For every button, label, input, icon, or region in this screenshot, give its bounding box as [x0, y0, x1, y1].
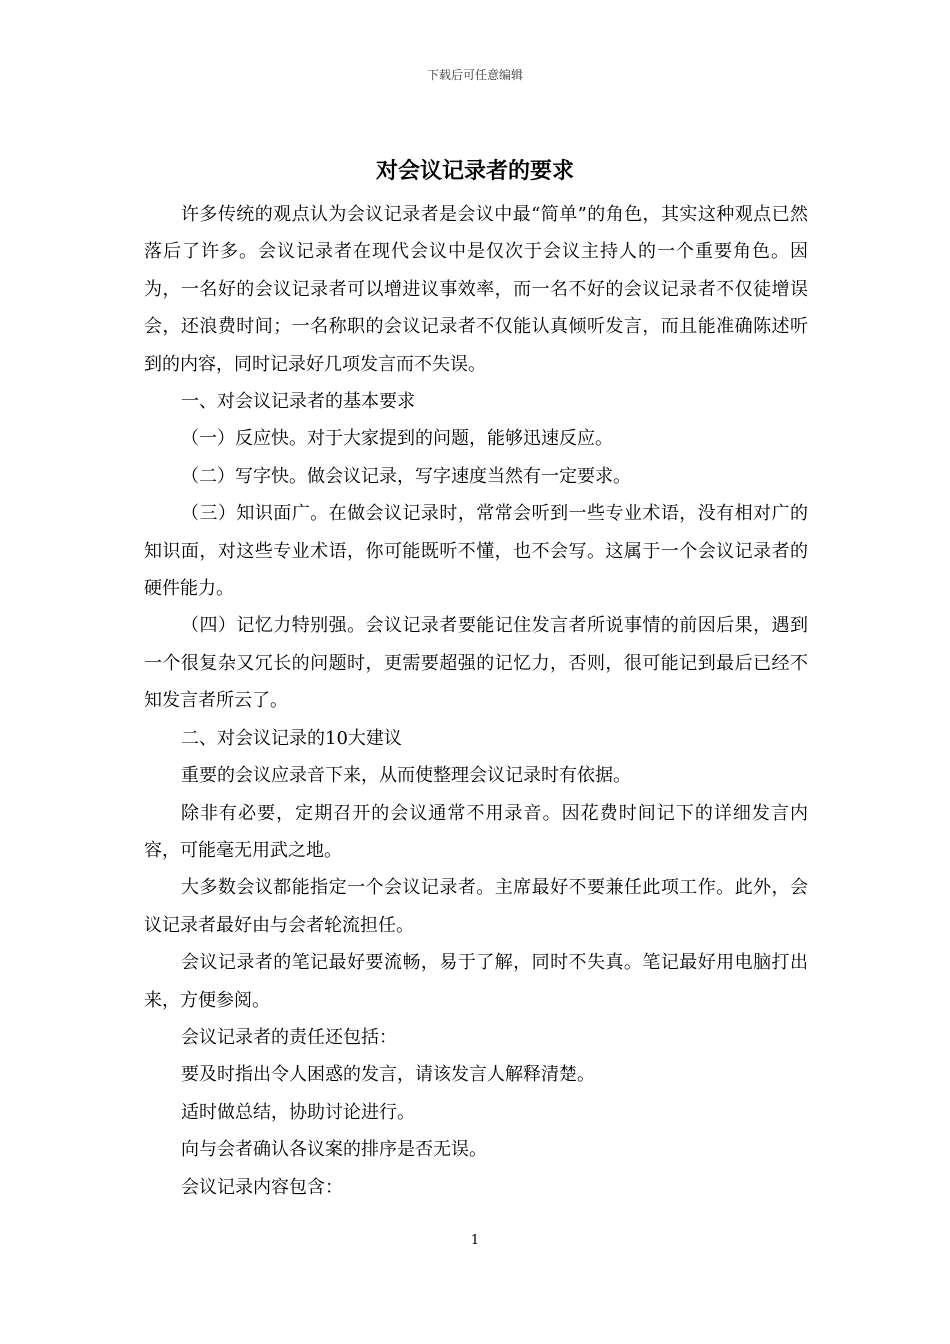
page-header: 下载后可任意编辑: [426, 68, 523, 82]
page-number: 1: [470, 1233, 480, 1248]
requirement-item-4: （四）记忆力特别强。会议记录者要能记住发言者所说事情的前因后果，遇到一个很复杂又冗长的问题时，更需要超强的记忆力，否则，很可能记到最后已经不知发言者所云了。: [144, 615, 808, 712]
suggestion-paragraph: 会议记录者的笔记最好要流畅，易于了解，同时不失真。笔记最好用电脑打出来，方便参阅。: [144, 952, 808, 1011]
requirement-item-2: （二）写字快。做会议记录，写字速度当然有一定要求。: [181, 465, 631, 487]
responsibility-item: 要及时指出令人困惑的发言，请该发言人解释清楚。: [181, 1064, 595, 1086]
responsibility-item: 向与会者确认各议案的排序是否无误。: [181, 1139, 487, 1161]
responsibility-item: 适时做总结，协助讨论进行。: [181, 1101, 415, 1123]
requirement-item-3: （三）知识面广。在做会议记录时，常常会听到一些专业术语，没有相对广的知识面，对这些专业术语，你可能既听不懂，也不会写。这属于一个会议记录者的硬件能力。: [144, 503, 808, 600]
document-body: [144, 196, 808, 1206]
responsibilities-intro: 会议记录者的责任还包括：: [181, 1026, 397, 1048]
intro-paragraph: 许多传统的观点认为会议记录者是会议中最“简单”的角色，其实这种观点已然落后了许多。会议记录者在现代会议中是仅次于会议主持人的一个重要角色。因为，一名好的会议记录者可以增进议事效率，而一名不好的会议记录者不仅徒增误会，还浪费时间；一名称职的会议记录者不仅能认真倾听发言，而且能准确陈述听到的内容，同时记录好几项发言而不失误。: [144, 204, 808, 375]
minutes-content-intro: 会议记录内容包含：: [181, 1176, 343, 1198]
section-heading-basic-requirements: 一、对会议记录者的基本要求: [181, 391, 415, 413]
document-title: 对会议记录者的要求: [375, 158, 574, 184]
section-heading-suggestions: 二、对会议记录的10大建议: [181, 727, 402, 749]
requirement-item-1: （一）反应快。对于大家提到的问题，能够迅速反应。: [181, 428, 613, 450]
suggestion-paragraph: 除非有必要，定期召开的会议通常不用录音。因花费时间记下的详细发言内容，可能毫无用武之地。: [144, 802, 808, 861]
suggestion-paragraph: 重要的会议应录音下来，从而使整理会议记录时有依据。: [181, 765, 631, 787]
suggestion-paragraph: 大多数会议都能指定一个会议记录者。主席最好不要兼任此项工作。此外，会议记录者最好由与会者轮流担任。: [144, 877, 808, 936]
